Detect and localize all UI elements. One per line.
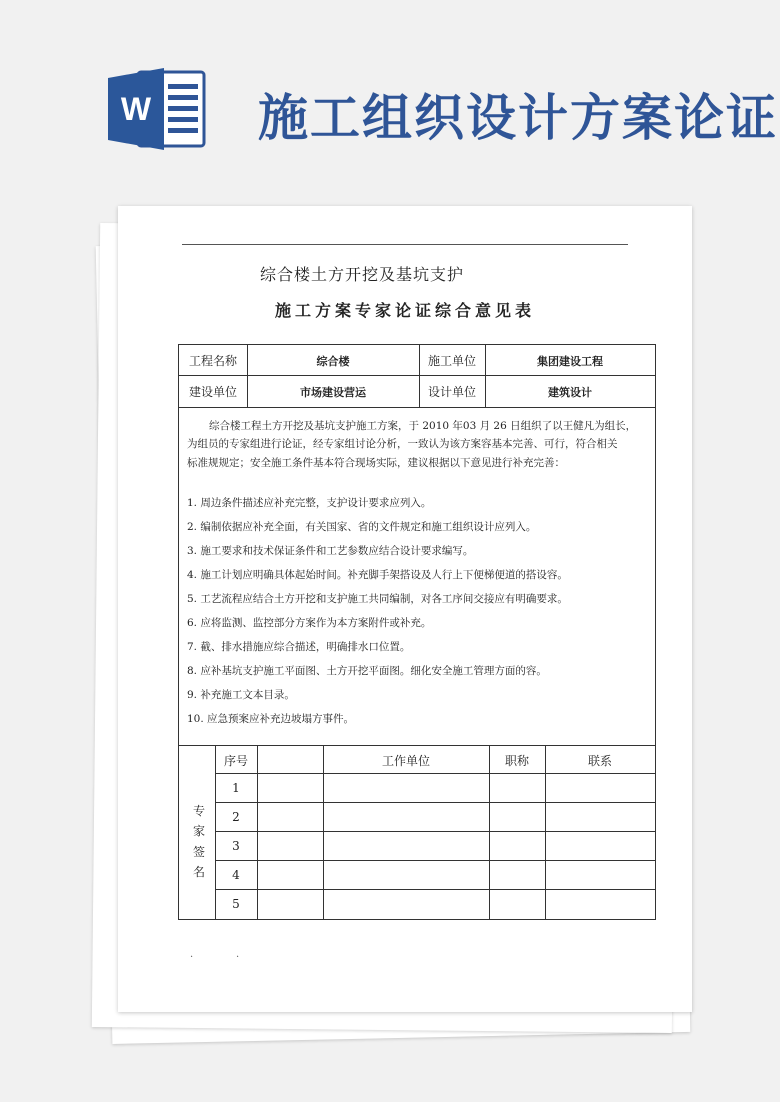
header-seq: 序号 [223, 754, 248, 768]
sign-char: 家 [192, 824, 205, 839]
header-work-unit: 工作单位 [381, 754, 430, 768]
label-owner: 建设单位 [188, 385, 237, 399]
intro-paragraph [187, 417, 651, 472]
value-construction-unit: 集团建设工程 [537, 355, 603, 368]
opinion-item: 5. 工艺流程应结合土方开挖和支护施工共同编制，对各工序间交接应有明确要求。 [187, 593, 568, 605]
sign-char: 名 [192, 865, 205, 880]
header-contact: 联系 [587, 754, 612, 768]
label-design-unit: 设计单位 [427, 385, 476, 399]
intro-line: 标准规规定；安全施工条件基本符合现场实际，建议根据以下意见进行补充完善： [187, 456, 565, 469]
row-number: 4 [232, 868, 240, 882]
row-number: 3 [232, 839, 240, 853]
label-project-name: 工程名称 [188, 354, 237, 368]
opinion-item: 1. 周边条件描述应补充完整，支护设计要求应列入。 [187, 497, 432, 509]
row-number: 2 [232, 810, 240, 824]
form-title: 施工方案专家论证综合意见表 [274, 301, 535, 320]
opinion-table [178, 344, 656, 920]
value-design-unit: 建筑设计 [548, 386, 592, 399]
opinion-item: 7. 截、排水措施应综合描述，明确排水口位置。 [187, 641, 411, 653]
opinion-item: 8. 应补基坑支护施工平面图、土方开挖平面图。细化安全施工管理方面的容。 [187, 665, 547, 677]
sign-char: 专 [192, 804, 205, 818]
opinion-item: 9. 补充施工文本目录。 [187, 689, 295, 701]
row-number: 1 [232, 781, 240, 795]
header-title: 职称 [504, 754, 529, 768]
document-page [118, 206, 692, 1012]
opinion-item: 2. 编制依据应补充全面，有关国家、省的文件规定和施工组织设计应列入。 [187, 521, 537, 533]
opinion-item: 10. 应急预案应补充边坡塌方事件。 [187, 713, 355, 725]
word-icon [108, 68, 208, 150]
value-project-name: 综合楼 [316, 355, 350, 368]
banner-title: 施工组织设计方案论证 [258, 89, 778, 147]
page-mark: · [236, 952, 240, 963]
value-owner: 市场建设营运 [300, 386, 366, 399]
sign-char: 签 [192, 844, 205, 859]
expert-sign-label [189, 801, 209, 883]
label-construction-unit: 施工单位 [427, 354, 476, 368]
intro-line: 为组员的专家组进行论证，经专家组讨论分析，一致认为该方案容基本完善、可行，符合相关 [187, 438, 618, 451]
row-number: 5 [232, 897, 240, 911]
page-mark: · [190, 952, 194, 963]
header-rule [182, 244, 628, 245]
doc-subtitle: 综合楼土方开挖及基坑支护 [260, 265, 465, 284]
svg-text:W: W [120, 91, 152, 127]
opinion-item: 4. 施工计划应明确具体起始时间。补充脚手架搭设及人行上下便梯便道的搭设容。 [187, 569, 568, 581]
intro-line: 综合楼工程土方开挖及基坑支护施工方案，于 2010 年03 月 26 日组织了以王健凡为组长， [209, 420, 637, 432]
word-logo [108, 68, 208, 150]
opinion-item: 3. 施工要求和技术保证条件和工艺参数应结合设计要求编写。 [187, 545, 474, 557]
opinion-item: 6. 应将监测、监控部分方案作为本方案附件或补充。 [187, 617, 432, 629]
